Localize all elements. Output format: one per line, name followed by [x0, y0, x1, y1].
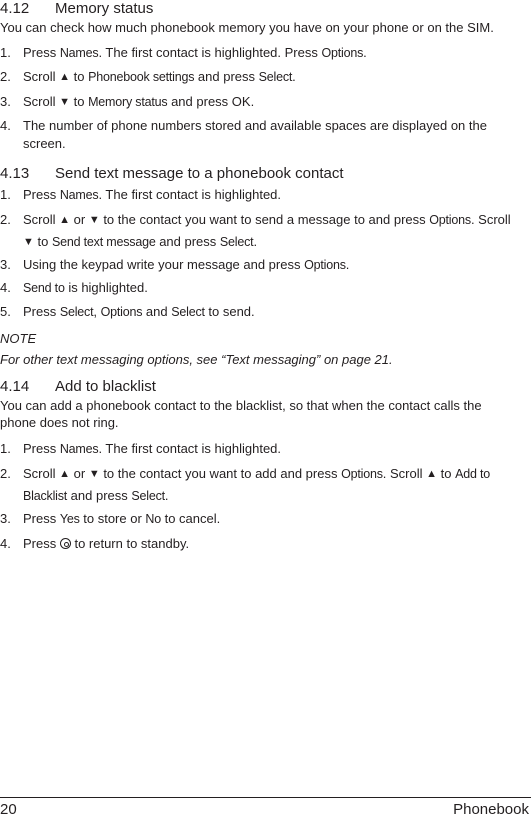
section-heading — [0, 165, 531, 183]
scroll-up-icon: ▲ — [426, 468, 438, 480]
scroll-down-icon: ▼ — [59, 96, 71, 108]
section-number: 4.12 — [0, 0, 30, 17]
section-intro: You can check how much phonebook memory you have on your phone or on the SIM. — [0, 20, 494, 35]
footer-divider — [0, 797, 531, 798]
step-text: Press Names. The first contact is highlighted. — [23, 187, 282, 202]
section-memory-status — [0, 0, 531, 36]
step-number: 2. — [0, 212, 11, 227]
step-text: Press Names. The first contact is highlighted. — [23, 441, 282, 456]
section-heading — [0, 0, 531, 18]
end-key-icon — [60, 538, 71, 549]
note-label: NOTE — [0, 331, 37, 346]
section-intro: You can add a phonebook contact to the blacklist, so that when the contact calls the phone does not ring. — [0, 398, 482, 430]
step-text: Scroll ▼ to Memory status and press OK. — [23, 93, 525, 113]
step-text: The number of phone numbers stored and available spaces are displayed on the screen. — [23, 118, 487, 151]
step-number: 1. — [0, 441, 11, 456]
step-text: Press Names. The first contact is highlighted. Press Options. — [23, 45, 367, 60]
scroll-down-icon: ▼ — [88, 468, 100, 480]
step-number: 3. — [0, 94, 11, 109]
page-number: 20 — [0, 801, 17, 818]
scroll-up-icon: ▲ — [59, 468, 71, 480]
scroll-up-icon: ▲ — [59, 214, 71, 226]
step-text: Scroll ▲ to Phonebook settings and press Select. — [23, 68, 525, 88]
step-number: 2. — [0, 466, 11, 481]
step-number: 4. — [0, 536, 11, 551]
step-number: 1. — [0, 187, 11, 202]
section-heading — [0, 378, 531, 396]
step-number: 1. — [0, 45, 11, 60]
section-title: Memory status — [55, 0, 154, 17]
scroll-down-icon: ▼ — [23, 235, 34, 248]
step-text: Press to return to standby. — [23, 536, 190, 551]
step-text: Send to is highlighted. — [23, 280, 148, 295]
note-text: For other text messaging options, see “Text messaging” on page 21. — [0, 352, 393, 367]
section-send-text-message — [0, 165, 531, 183]
step-number: 4. — [0, 118, 11, 133]
scroll-up-icon: ▲ — [59, 71, 71, 83]
chapter-title: Phonebook — [453, 801, 529, 818]
section-number: 4.13 — [0, 165, 30, 182]
section-title: Send text message to a phonebook contact — [55, 165, 344, 182]
section-title: Add to blacklist — [55, 378, 156, 395]
step-number: 3. — [0, 257, 11, 272]
scroll-down-icon: ▼ — [88, 214, 100, 226]
step-number: 2. — [0, 69, 11, 84]
step-text: Scroll ▲ or ▼ to the contact you want to send a message to and press Options. Scroll ▼ to Send text message and press Select. — [23, 211, 525, 252]
section-add-to-blacklist — [0, 378, 531, 431]
section-number: 4.14 — [0, 378, 30, 395]
step-text: Press Yes to store or No to cancel. — [23, 511, 221, 526]
step-text: Scroll ▲ or ▼ to the contact you want to add and press Options. Scroll ▲ to Add to Blacklist and press Select. — [23, 466, 491, 503]
step-text: Press Select, Options and Select to send. — [23, 304, 255, 319]
step-text: Using the keypad write your message and press Options. — [23, 257, 350, 272]
step-number: 5. — [0, 304, 11, 319]
step-number: 3. — [0, 511, 11, 526]
step-number: 4. — [0, 280, 11, 295]
